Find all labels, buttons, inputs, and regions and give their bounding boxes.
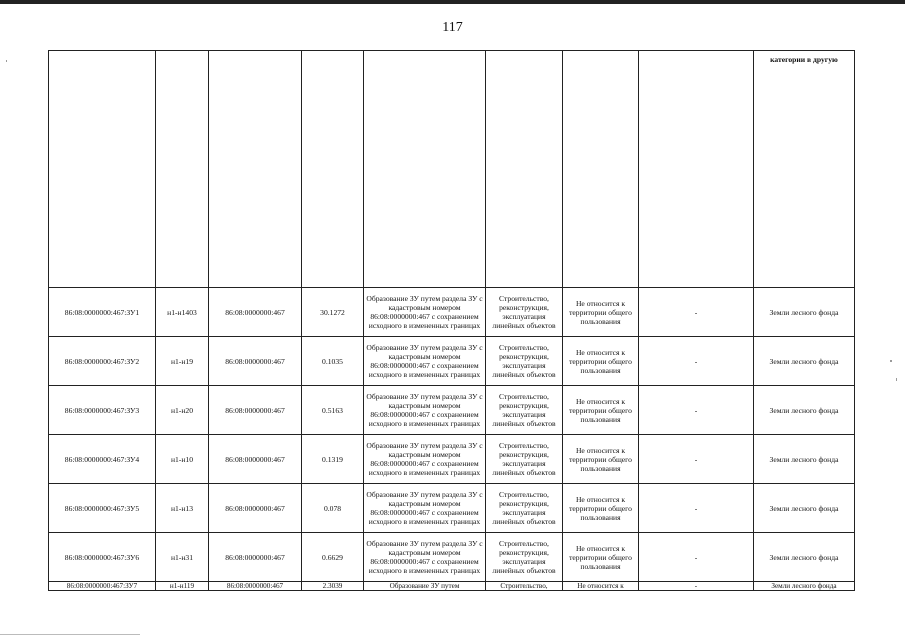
formation-method-cell: Образование ЗУ путем xyxy=(364,582,486,591)
area-cell: 2.3039 xyxy=(302,582,364,591)
formation-method-cell: Образование ЗУ путем раздела ЗУ с кадастровым номером 86:08:0000000:467 с сохранением исходного в измененных границах xyxy=(364,533,486,582)
boundary-points-cell: н1-н31 xyxy=(156,533,209,582)
boundary-points-cell: н1-н1403 xyxy=(156,288,209,337)
table-row xyxy=(49,288,855,337)
boundary-points-cell: н1-н10 xyxy=(156,435,209,484)
formation-method-cell: Образование ЗУ путем раздела ЗУ с кадастровым номером 86:08:0000000:467 с сохранением исходного в измененных границах xyxy=(364,435,486,484)
dash-cell: - xyxy=(639,533,754,582)
boundary-points-cell: н1-н20 xyxy=(156,386,209,435)
header-cell-use xyxy=(486,51,563,288)
scan-speck xyxy=(6,60,7,62)
land-parcels-table xyxy=(48,50,855,591)
land-category-cell: Земли лесного фонда xyxy=(754,288,855,337)
formation-method-cell: Образование ЗУ путем раздела ЗУ с кадастровым номером 86:08:0000000:467 с сохранением исходного в измененных границах xyxy=(364,484,486,533)
scan-artifact-line xyxy=(0,634,140,635)
permitted-use-cell: Строительство, реконструкция, эксплуатация линейных объектов xyxy=(486,337,563,386)
public-territory-cell: Не относится к территории общего пользования xyxy=(563,386,639,435)
public-territory-cell: Не относится к территории общего пользования xyxy=(563,435,639,484)
land-category-cell: Земли лесного фонда xyxy=(754,386,855,435)
dash-cell: - xyxy=(639,582,754,591)
cadastral-id-cell: 86:08:0000000:467:ЗУ7 xyxy=(49,582,156,591)
area-cell: 0.1319 xyxy=(302,435,364,484)
scan-speck xyxy=(896,378,897,381)
table-row xyxy=(49,386,855,435)
area-cell: 30.1272 xyxy=(302,288,364,337)
header-cell-cadastral-id xyxy=(49,51,156,288)
cadastral-id-cell: 86:08:0000000:467:ЗУ6 xyxy=(49,533,156,582)
public-territory-cell: Не относится к xyxy=(563,582,639,591)
dash-cell: - xyxy=(639,435,754,484)
public-territory-cell: Не относится к территории общего пользования xyxy=(563,533,639,582)
land-category-cell: Земли лесного фонда xyxy=(754,337,855,386)
header-cell-formation xyxy=(364,51,486,288)
source-parcel-cell: 86:08:0000000:467 xyxy=(209,435,302,484)
dash-cell: - xyxy=(639,337,754,386)
table-row xyxy=(49,484,855,533)
permitted-use-cell: Строительство, реконструкция, эксплуатация линейных объектов xyxy=(486,386,563,435)
boundary-points-cell: н1-н119 xyxy=(156,582,209,591)
source-parcel-cell: 86:08:0000000:467 xyxy=(209,386,302,435)
dash-cell: - xyxy=(639,288,754,337)
header-cell-area xyxy=(302,51,364,288)
header-cell-points xyxy=(156,51,209,288)
source-parcel-cell: 86:08:0000000:467 xyxy=(209,337,302,386)
land-category-cell: Земли лесного фонда xyxy=(754,533,855,582)
table-row xyxy=(49,533,855,582)
formation-method-cell: Образование ЗУ путем раздела ЗУ с кадастровым номером 86:08:0000000:467 с сохранением исходного в измененных границах xyxy=(364,386,486,435)
header-cell-land-category: категории в другую xyxy=(754,51,855,288)
table-row xyxy=(49,337,855,386)
cadastral-id-cell: 86:08:0000000:467:ЗУ4 xyxy=(49,435,156,484)
area-cell: 0.1035 xyxy=(302,337,364,386)
source-parcel-cell: 86:08:0000000:467 xyxy=(209,582,302,591)
permitted-use-cell: Строительство, реконструкция, эксплуатация линейных объектов xyxy=(486,435,563,484)
boundary-points-cell: н1-н19 xyxy=(156,337,209,386)
public-territory-cell: Не относится к территории общего пользования xyxy=(563,337,639,386)
cadastral-id-cell: 86:08:0000000:467:ЗУ3 xyxy=(49,386,156,435)
land-category-cell: Земли лесного фонда xyxy=(754,582,855,591)
table-row xyxy=(49,435,855,484)
land-category-cell: Земли лесного фонда xyxy=(754,484,855,533)
cadastral-id-cell: 86:08:0000000:467:ЗУ5 xyxy=(49,484,156,533)
permitted-use-cell: Строительство, реконструкция, эксплуатация линейных объектов xyxy=(486,533,563,582)
cadastral-id-cell: 86:08:0000000:467:ЗУ2 xyxy=(49,337,156,386)
source-parcel-cell: 86:08:0000000:467 xyxy=(209,484,302,533)
public-territory-cell: Не относится к территории общего пользования xyxy=(563,484,639,533)
formation-method-cell: Образование ЗУ путем раздела ЗУ с кадастровым номером 86:08:0000000:467 с сохранением исходного в измененных границах xyxy=(364,288,486,337)
header-cell-dash xyxy=(639,51,754,288)
table-row xyxy=(49,582,855,591)
formation-method-cell: Образование ЗУ путем раздела ЗУ с кадастровым номером 86:08:0000000:467 с сохранением исходного в измененных границах xyxy=(364,337,486,386)
dash-cell: - xyxy=(639,386,754,435)
land-category-cell: Земли лесного фонда xyxy=(754,435,855,484)
area-cell: 0.6629 xyxy=(302,533,364,582)
cadastral-id-cell: 86:08:0000000:467:ЗУ1 xyxy=(49,288,156,337)
permitted-use-cell: Строительство, реконструкция, эксплуатация линейных объектов xyxy=(486,484,563,533)
permitted-use-cell: Строительство, xyxy=(486,582,563,591)
public-territory-cell: Не относится к территории общего пользования xyxy=(563,288,639,337)
source-parcel-cell: 86:08:0000000:467 xyxy=(209,288,302,337)
dash-cell: - xyxy=(639,484,754,533)
table-header-continuation-row xyxy=(49,51,855,288)
scan-speck xyxy=(890,360,892,362)
boundary-points-cell: н1-н13 xyxy=(156,484,209,533)
header-cell-source-parcel xyxy=(209,51,302,288)
header-cell-territory xyxy=(563,51,639,288)
area-cell: 0.5163 xyxy=(302,386,364,435)
top-border-rule xyxy=(0,0,905,4)
permitted-use-cell: Строительство, реконструкция, эксплуатация линейных объектов xyxy=(486,288,563,337)
area-cell: 0.078 xyxy=(302,484,364,533)
page-number: 117 xyxy=(442,20,463,35)
source-parcel-cell: 86:08:0000000:467 xyxy=(209,533,302,582)
